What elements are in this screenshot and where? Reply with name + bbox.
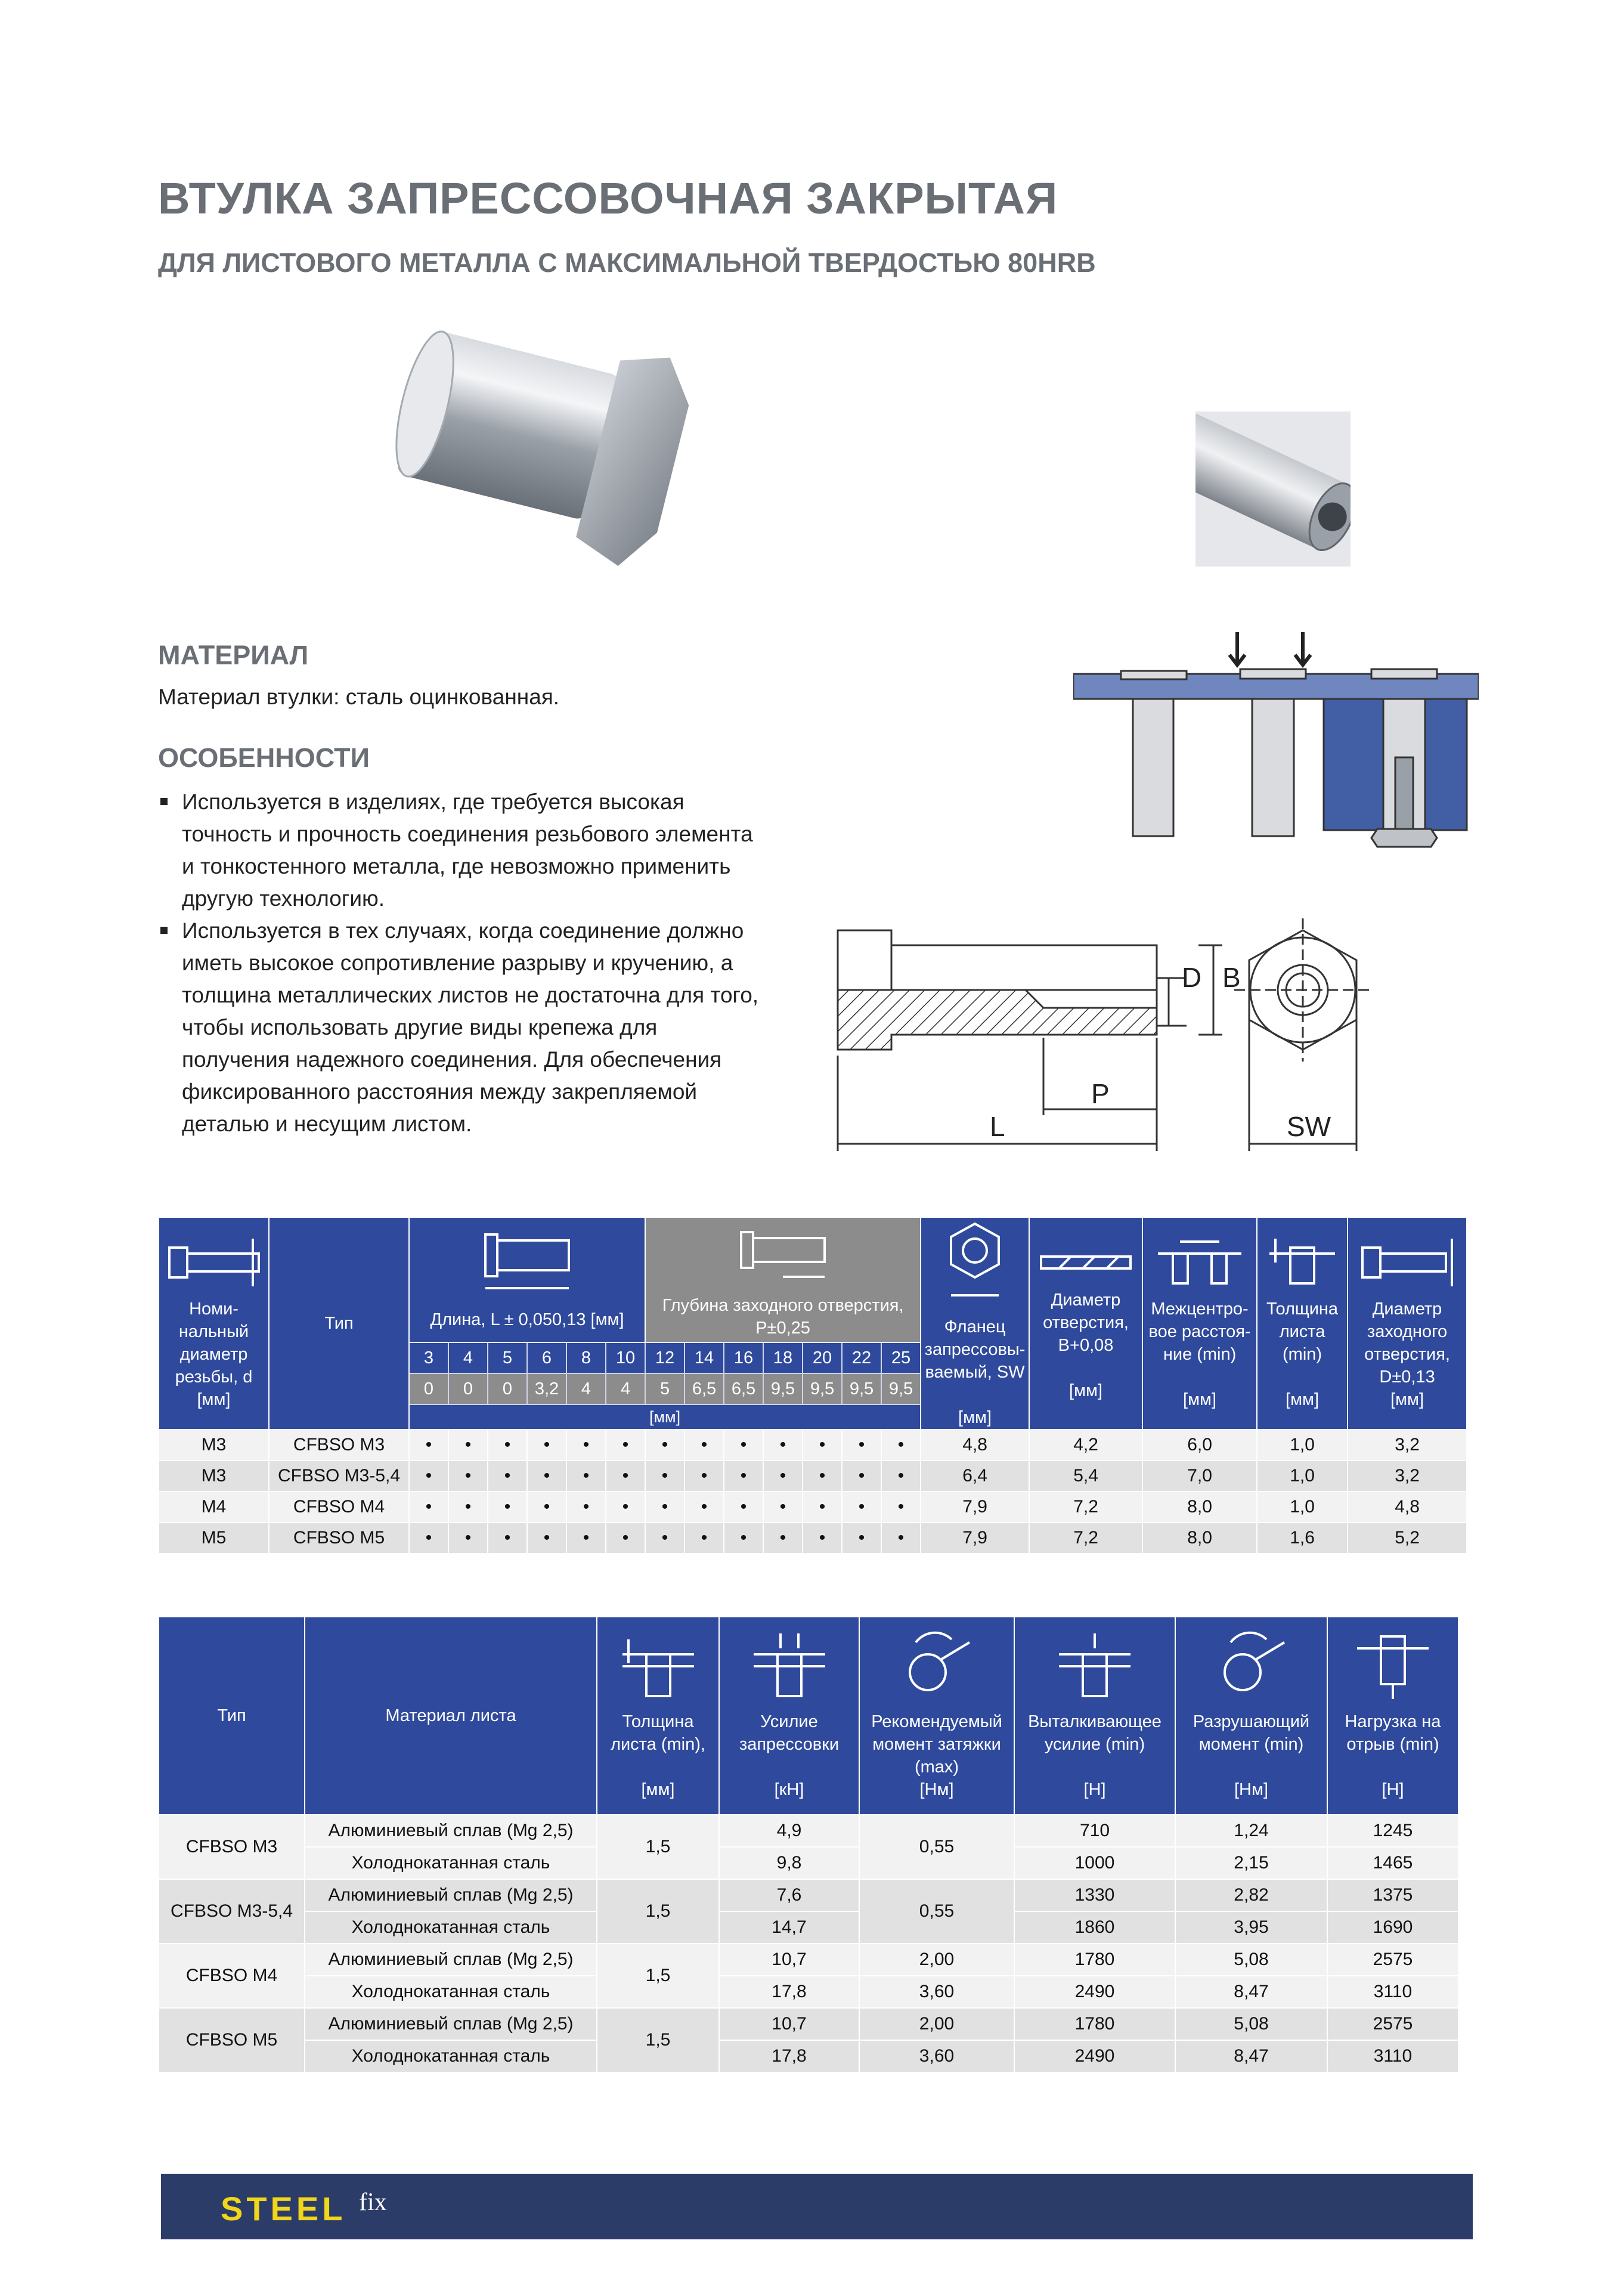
- cell-break: 2,15: [1175, 1847, 1327, 1879]
- cell-dot: •: [527, 1460, 566, 1492]
- cell-dot: •: [606, 1492, 645, 1523]
- cell-dot: •: [684, 1460, 724, 1492]
- cell-dot: •: [881, 1523, 921, 1554]
- cell-dot: •: [409, 1460, 448, 1492]
- features-list: [158, 786, 766, 1140]
- cell-sw: 7,9: [921, 1523, 1029, 1554]
- cell-dot: •: [684, 1429, 724, 1460]
- cell-dot: •: [488, 1460, 527, 1492]
- cell-type: CFBSO M5: [159, 2008, 305, 2072]
- cell-force: 9,8: [719, 1847, 859, 1879]
- header-flange: Фланец запрессовы-ваемый, SW [мм]: [921, 1217, 1029, 1429]
- cell-push: 1330: [1014, 1879, 1175, 1911]
- cell-dot: •: [724, 1492, 763, 1523]
- cell-dot: •: [842, 1460, 881, 1492]
- drill-icon: [1035, 1245, 1136, 1280]
- cell-dot: •: [448, 1492, 488, 1523]
- press-force-icon: [751, 1630, 828, 1702]
- product-photo-end: [1195, 411, 1351, 567]
- depth-icon: [729, 1220, 837, 1286]
- dim-p-label: P: [1091, 1078, 1110, 1109]
- cell-torque: 0,55: [859, 1815, 1014, 1879]
- table-row: [159, 1492, 1467, 1523]
- product-photo: [394, 325, 704, 575]
- cell-dot: •: [763, 1460, 803, 1492]
- center-distance-icon: [1155, 1236, 1244, 1289]
- thread-diameter-icon: [163, 1236, 265, 1289]
- cell-push: 710: [1014, 1815, 1175, 1847]
- cell-d: M4: [159, 1492, 269, 1523]
- cell-material: Холоднокатанная сталь: [305, 1976, 597, 2008]
- cell-torque: 3,60: [859, 2040, 1014, 2072]
- cell-b: 4,2: [1029, 1429, 1142, 1460]
- table-row: [159, 2008, 1458, 2040]
- cell-b: 7,2: [1029, 1523, 1142, 1554]
- cell-dot: •: [448, 1523, 488, 1554]
- dim-b-label: B: [1222, 962, 1241, 993]
- cell-break: 8,47: [1175, 2040, 1327, 2072]
- header-hole: Диаметр отверстия, B+0,08 [мм]: [1029, 1217, 1142, 1429]
- cell-force: 10,7: [719, 1944, 859, 1976]
- table-row: [159, 1976, 1458, 2008]
- cell-dot: •: [763, 1492, 803, 1523]
- cell-break: 3,95: [1175, 1911, 1327, 1944]
- table-row: [159, 1944, 1458, 1976]
- cell-dot: •: [566, 1460, 606, 1492]
- material-heading: МАТЕРИАЛ: [158, 640, 309, 670]
- breaking-torque-icon: [1213, 1630, 1290, 1702]
- cell-dot: •: [606, 1429, 645, 1460]
- cell-material: Холоднокатанная сталь: [305, 1911, 597, 1944]
- cell-dot: •: [488, 1523, 527, 1554]
- table-row: [159, 2040, 1458, 2072]
- cell-dot: •: [842, 1429, 881, 1460]
- cell-thickness: 1,5: [597, 1879, 719, 1944]
- cell-pull: 3110: [1327, 1976, 1458, 2008]
- cell-b: 7,2: [1029, 1492, 1142, 1523]
- cell-entry: 3,2: [1348, 1460, 1467, 1492]
- cell-type: CFBSO M3: [159, 1815, 305, 1879]
- cell-thickness: 1,0: [1257, 1460, 1348, 1492]
- cell-dot: •: [527, 1523, 566, 1554]
- cell-dot: •: [448, 1460, 488, 1492]
- table-row: [159, 1879, 1458, 1911]
- cell-pull: 1375: [1327, 1879, 1458, 1911]
- torque-icon: [898, 1630, 975, 1702]
- cell-force: 17,8: [719, 1976, 859, 2008]
- cell-thickness: 1,0: [1257, 1429, 1348, 1460]
- cell-material: Алюминиевый сплав (Mg 2,5): [305, 1944, 597, 1976]
- cell-push: 1780: [1014, 2008, 1175, 2040]
- cell-material: Алюминиевый сплав (Mg 2,5): [305, 1879, 597, 1911]
- cell-dot: •: [803, 1429, 842, 1460]
- table-row: [159, 1523, 1467, 1554]
- features-heading: ОСОБЕННОСТИ: [158, 742, 370, 773]
- cell-material: Холоднокатанная сталь: [305, 2040, 597, 2072]
- cell-entry: 4,8: [1348, 1492, 1467, 1523]
- cell-push: 1000: [1014, 1847, 1175, 1879]
- cell-dot: •: [566, 1429, 606, 1460]
- cell-push: 2490: [1014, 2040, 1175, 2072]
- push-out-icon: [1056, 1630, 1133, 1702]
- cell-center: 6,0: [1142, 1429, 1257, 1460]
- cell-dot: •: [763, 1523, 803, 1554]
- cell-dot: •: [803, 1523, 842, 1554]
- cell-dot: •: [488, 1429, 527, 1460]
- cell-dot: •: [645, 1460, 684, 1492]
- list-item: Используется в изделиях, где требуется высокая точность и прочность соединения резьбового элемента и тонкостенного металла, где невозможно применить другую технологию.: [158, 786, 766, 915]
- cell-sw: 6,4: [921, 1460, 1029, 1492]
- header-entry: Диаметр заходного отверстия, D±0,13 [мм]: [1348, 1217, 1467, 1429]
- cell-dot: •: [527, 1429, 566, 1460]
- cell-dot: •: [724, 1523, 763, 1554]
- cell-type: CFBSO M4: [269, 1492, 409, 1523]
- cell-type: CFBSO M3-5,4: [159, 1879, 305, 1944]
- cell-torque: 0,55: [859, 1879, 1014, 1944]
- cell-force: 4,9: [719, 1815, 859, 1847]
- cell-push: 1780: [1014, 1944, 1175, 1976]
- cell-d: M3: [159, 1460, 269, 1492]
- entry-diameter-icon: [1356, 1236, 1458, 1289]
- cell-d: M3: [159, 1429, 269, 1460]
- installation-diagram: [1073, 632, 1479, 853]
- cell-dot: •: [881, 1460, 921, 1492]
- cell-thickness: 1,5: [597, 2008, 719, 2072]
- cell-dot: •: [763, 1429, 803, 1460]
- svg-text:fix: fix: [359, 2189, 387, 2216]
- cell-break: 1,24: [1175, 1815, 1327, 1847]
- page-title: ВТУЛКА ЗАПРЕССОВОЧНАЯ ЗАКРЫТАЯ: [158, 174, 1058, 223]
- cell-dot: •: [842, 1492, 881, 1523]
- cell-break: 2,82: [1175, 1879, 1327, 1911]
- header-break: Разрушающий момент (min) [Нм]: [1175, 1617, 1327, 1815]
- cell-thickness: 1,5: [597, 1815, 719, 1879]
- cell-entry: 3,2: [1348, 1429, 1467, 1460]
- header-push: Выталкивающее усилие (min) [Н]: [1014, 1617, 1175, 1815]
- length-unit: [мм]: [409, 1404, 921, 1429]
- cell-dot: •: [488, 1492, 527, 1523]
- header-force: Усилие запрессовки [кН]: [719, 1617, 859, 1815]
- length-icon: [473, 1229, 581, 1300]
- cell-break: 5,08: [1175, 2008, 1327, 2040]
- cell-force: 14,7: [719, 1911, 859, 1944]
- cell-dot: •: [881, 1492, 921, 1523]
- cell-center: 8,0: [1142, 1492, 1257, 1523]
- cell-dot: •: [409, 1492, 448, 1523]
- cell-dot: •: [684, 1492, 724, 1523]
- cell-entry: 5,2: [1348, 1523, 1467, 1554]
- cell-torque: 2,00: [859, 1944, 1014, 1976]
- cell-type: CFBSO M5: [269, 1523, 409, 1554]
- cell-type: CFBSO M3: [269, 1429, 409, 1460]
- cell-dot: •: [645, 1523, 684, 1554]
- dim-l-label: L: [990, 1111, 1005, 1142]
- cell-pull: 1690: [1327, 1911, 1458, 1944]
- hex-flange-icon: [942, 1218, 1008, 1307]
- depth-values-row: 0 0 0 3,2 4 4 5 6,5 6,5 9,5 9,5 9,5 9,5: [159, 1373, 1467, 1404]
- cell-dot: •: [527, 1492, 566, 1523]
- cell-center: 7,0: [1142, 1460, 1257, 1492]
- header-length: Длина, L ± 0,050,13 [мм]: [409, 1217, 645, 1342]
- cell-force: 7,6: [719, 1879, 859, 1911]
- svg-text:STEEL: STEEL: [221, 2190, 346, 2227]
- header-depth: Глубина заходного отверстия, P±0,25: [645, 1217, 921, 1342]
- cell-dot: •: [803, 1492, 842, 1523]
- brand-logo: [221, 2187, 411, 2229]
- sheet-thickness-icon: [1266, 1236, 1338, 1289]
- pull-out-icon: [1354, 1630, 1432, 1702]
- cell-b: 5,4: [1029, 1460, 1142, 1492]
- cell-sw: 4,8: [921, 1429, 1029, 1460]
- cell-dot: •: [448, 1429, 488, 1460]
- header-material: Материал листа: [305, 1617, 597, 1815]
- cell-dot: •: [724, 1429, 763, 1460]
- cell-type: CFBSO M4: [159, 1944, 305, 2008]
- cell-force: 10,7: [719, 2008, 859, 2040]
- header-type: Тип: [269, 1217, 409, 1429]
- cell-thickness: 1,6: [1257, 1523, 1348, 1554]
- header-torque: Рекомендуемый момент затяжки (max) [Нм]: [859, 1617, 1014, 1815]
- length-values-row: 3 4 5 6 8 10 12 14 16 18 20 22 25: [159, 1342, 1467, 1373]
- cell-break: 8,47: [1175, 1976, 1327, 2008]
- table-row: [159, 1429, 1467, 1460]
- page-subtitle: ДЛЯ ЛИСТОВОГО МЕТАЛЛА С МАКСИМАЛЬНОЙ ТВЕРДОСТЬЮ 80HRB: [158, 247, 1096, 278]
- cell-break: 5,08: [1175, 1944, 1327, 1976]
- cell-dot: •: [409, 1429, 448, 1460]
- cell-push: 2490: [1014, 1976, 1175, 2008]
- cell-dot: •: [409, 1523, 448, 1554]
- cell-force: 17,8: [719, 2040, 859, 2072]
- spec-table: [158, 1217, 1467, 1554]
- cell-material: Алюминиевый сплав (Mg 2,5): [305, 2008, 597, 2040]
- header-type-2: Тип: [159, 1617, 305, 1815]
- cell-pull: 2575: [1327, 1944, 1458, 1976]
- table-row: [159, 1815, 1458, 1847]
- dim-d-label: D: [1182, 962, 1202, 993]
- cell-material: Холоднокатанная сталь: [305, 1847, 597, 1879]
- cell-dot: •: [566, 1492, 606, 1523]
- sheet-thickness-icon: [620, 1630, 697, 1702]
- cell-dot: •: [566, 1523, 606, 1554]
- dimension-drawing: [829, 918, 1461, 1157]
- cell-push: 1860: [1014, 1911, 1175, 1944]
- cell-type: CFBSO M3-5,4: [269, 1460, 409, 1492]
- performance-table: [158, 1616, 1459, 2073]
- cell-dot: •: [645, 1429, 684, 1460]
- cell-torque: 3,60: [859, 1976, 1014, 2008]
- table-row: [159, 1460, 1467, 1492]
- cell-sw: 7,9: [921, 1492, 1029, 1523]
- cell-d: M5: [159, 1523, 269, 1554]
- cell-dot: •: [881, 1429, 921, 1460]
- cell-dot: •: [684, 1523, 724, 1554]
- cell-material: Алюминиевый сплав (Mg 2,5): [305, 1815, 597, 1847]
- cell-torque: 2,00: [859, 2008, 1014, 2040]
- cell-thickness: 1,0: [1257, 1492, 1348, 1523]
- cell-pull: 1465: [1327, 1847, 1458, 1879]
- header-thickness: Толщина листа (min) [мм]: [1257, 1217, 1348, 1429]
- cell-thickness: 1,5: [597, 1944, 719, 2008]
- dim-sw-label: SW: [1287, 1111, 1331, 1142]
- cell-dot: •: [606, 1460, 645, 1492]
- cell-dot: •: [606, 1523, 645, 1554]
- cell-dot: •: [645, 1492, 684, 1523]
- header-center: Межцентро-вое расстоя-ние (min) [мм]: [1142, 1217, 1257, 1429]
- cell-dot: •: [842, 1523, 881, 1554]
- header-pull: Нагрузка на отрыв (min) [Н]: [1327, 1617, 1458, 1815]
- header-nominal: Номи-нальный диаметр резьбы, d [мм]: [159, 1217, 269, 1429]
- cell-pull: 3110: [1327, 2040, 1458, 2072]
- cell-dot: •: [803, 1460, 842, 1492]
- material-text: Материал втулки: сталь оцинкованная.: [158, 685, 560, 709]
- table-row: [159, 1847, 1458, 1879]
- cell-pull: 1245: [1327, 1815, 1458, 1847]
- cell-center: 8,0: [1142, 1523, 1257, 1554]
- table-row: [159, 1911, 1458, 1944]
- header-thickness-2: Толщина листа (min), [мм]: [597, 1617, 719, 1815]
- list-item: Используется в тех случаях, когда соединение должно иметь высокое сопротивление разрыву и кручению, а толщина металлических листов не достаточна для того, чтобы использовать другие виды крепежа для получения надежного соединения. Для обеспечения фиксированного расстояния между закрепляемой деталью и несущим листом.: [158, 915, 766, 1140]
- cell-dot: •: [724, 1460, 763, 1492]
- cell-pull: 2575: [1327, 2008, 1458, 2040]
